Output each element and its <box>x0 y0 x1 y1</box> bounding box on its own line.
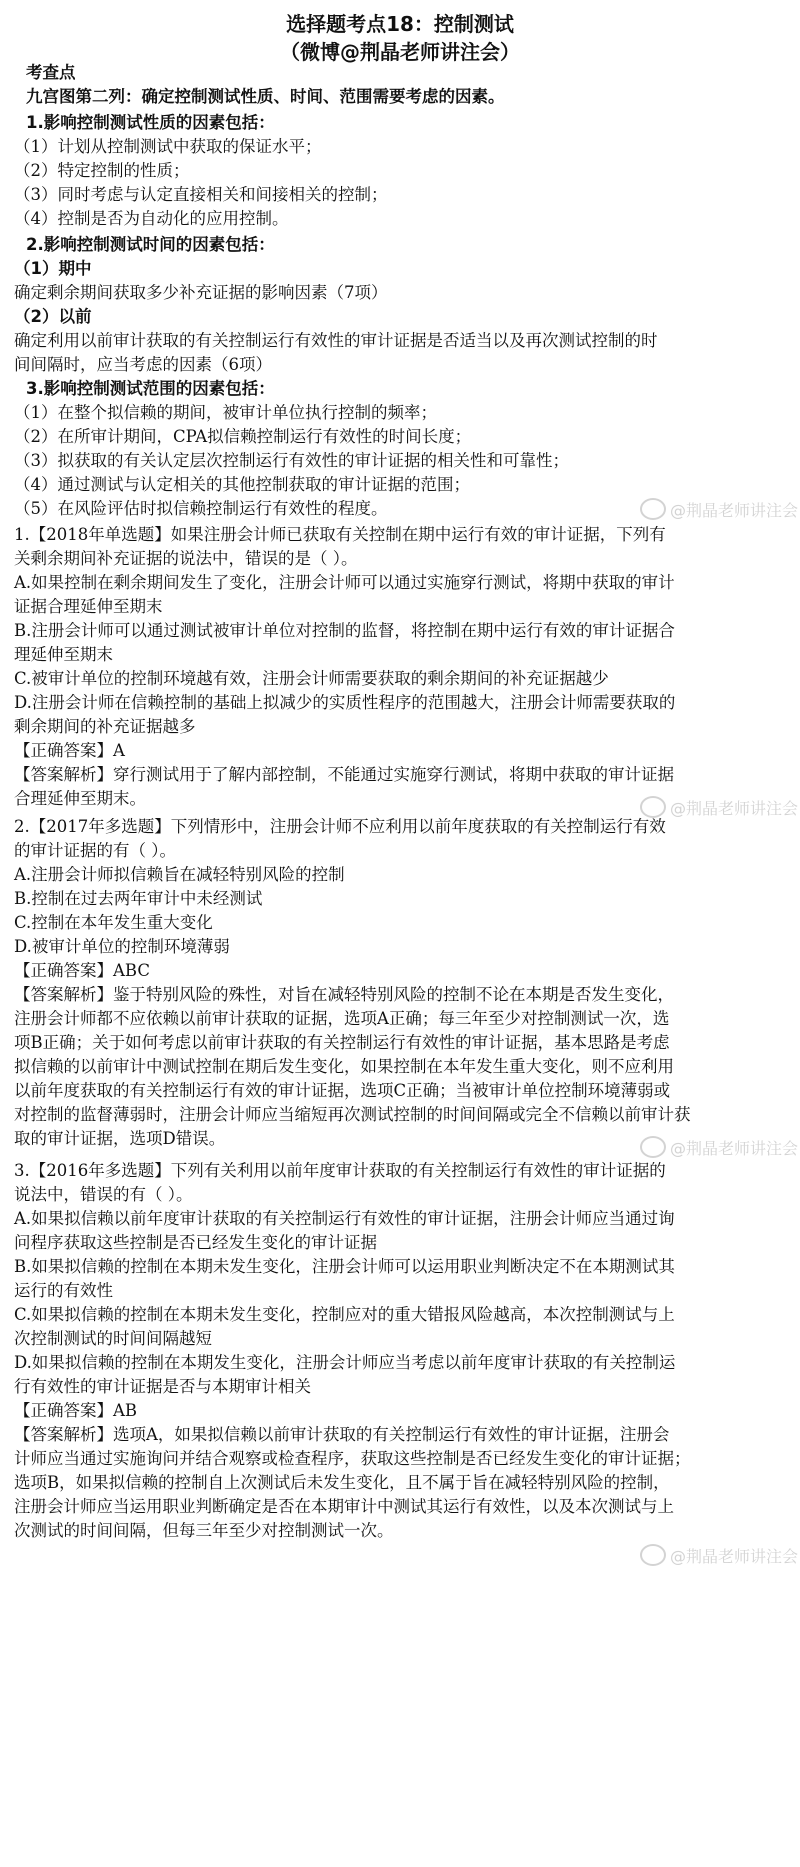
text-line: A.如果拟信赖以前年度审计获取的有关控制运行有效性的审计证据，注册会计师应当通过询 <box>14 1209 675 1228</box>
text-line: 2.【2017年多选题】下列情形中，注册会计师不应利用以前年度获取的有关控制运行有效 <box>14 817 666 836</box>
text-line: 计师应当通过实施询问并结合观察或检查程序，获取这些控制是否已经发生变化的审计证据； <box>14 1449 691 1468</box>
text-line: B.控制在过去两年审计中未经测试 <box>14 889 263 908</box>
text-line: 【答案解析】穿行测试用于了解内部控制，不能通过实施穿行测试，将期中获取的审计证据 <box>14 765 674 784</box>
text-line: 【答案解析】选项A，如果拟信赖以前审计获取的有关控制运行有效性的审计证据，注册会 <box>14 1425 670 1444</box>
text-line: 【正确答案】A <box>14 741 125 760</box>
text-line: 确定利用以前审计获取的有关控制运行有效性的审计证据是否适当以及再次测试控制的时 <box>14 331 658 350</box>
text-line: 行有效性的审计证据是否与本期审计相关 <box>14 1377 311 1396</box>
text-line: 1.影响控制测试性质的因素包括： <box>26 113 275 132</box>
text-line: （2）特定控制的性质； <box>14 161 190 180</box>
text-line: 合理延伸至期末。 <box>14 789 146 808</box>
watermark-text: @荆晶老师讲注会 <box>670 1547 799 1566</box>
text-line: 以前年度获取的有关控制运行有效的审计证据，选项C正确；当被审计单位控制环境薄弱或 <box>14 1081 671 1100</box>
text-line: （4）通过测试与认定相关的其他控制获取的审计证据的范围； <box>14 475 470 494</box>
watermark-text: @荆晶老师讲注会 <box>670 501 799 520</box>
text-line: 运行的有效性 <box>14 1281 113 1300</box>
text-line: 注册会计师都不应依赖以前审计获取的证据，选项A正确；每三年至少对控制测试一次，选 <box>14 1009 670 1028</box>
text-line: 理延伸至期末 <box>14 645 113 664</box>
watermark-text: @荆晶老师讲注会 <box>670 1139 799 1158</box>
weibo-icon <box>640 1544 666 1566</box>
weibo-watermark <box>640 1544 800 1567</box>
page-subtitle: （微博@荆晶老师讲注会） <box>280 40 520 64</box>
text-line: B.如果拟信赖的控制在本期未发生变化，注册会计师可以运用职业判断决定不在本期测试其 <box>14 1257 675 1276</box>
text-line: 3.【2016年多选题】下列有关利用以前年度审计获取的有关控制运行有效性的审计证据的 <box>14 1161 666 1180</box>
text-line: （3）拟获取的有关认定层次控制运行有效性的审计证据的相关性和可靠性； <box>14 451 569 470</box>
text-line: 关剩余期间补充证据的说法中，错误的是（ ）。 <box>14 549 358 568</box>
text-line: 间间隔时，应当考虑的因素（6项） <box>14 355 272 374</box>
text-line: B.注册会计师可以通过测试被审计单位对控制的监督，将控制在期中运行有效的审计证据合 <box>14 621 675 640</box>
text-line: 对控制的监督薄弱时，注册会计师应当缩短再次测试控制的时间间隔或完全不信赖以前审计获 <box>14 1105 691 1124</box>
weibo-icon <box>640 1136 666 1158</box>
text-line: （4）控制是否为自动化的应用控制。 <box>14 209 289 228</box>
text-line: 项B正确；关于如何考虑以前审计获取的有关控制运行有效性的审计证据，基本思路是考虑 <box>14 1033 670 1052</box>
text-line: D.被审计单位的控制环境薄弱 <box>14 937 230 956</box>
text-line: 3.影响控制测试范围的因素包括： <box>26 379 275 398</box>
text-line: 【答案解析】鉴于特别风险的殊性，对旨在减轻特别风险的控制不论在本期是否发生变化， <box>14 985 674 1004</box>
text-line: （2）以前 <box>14 307 92 326</box>
text-line: （1）在整个拟信赖的期间，被审计单位执行控制的频率； <box>14 403 437 422</box>
weibo-icon <box>640 796 666 818</box>
text-line: （1）计划从控制测试中获取的保证水平； <box>14 137 322 156</box>
text-line: 【正确答案】ABC <box>14 961 150 980</box>
text-line: 2.影响控制测试时间的因素包括： <box>26 235 275 254</box>
text-line: （2）在所审计期间，CPA拟信赖控制运行有效性的时间长度； <box>14 427 472 446</box>
text-line: C.控制在本年发生重大变化 <box>14 913 213 932</box>
text-line: 九宫图第二列：确定控制测试性质、时间、范围需要考虑的因素。 <box>26 87 505 106</box>
weibo-watermark <box>640 1136 800 1159</box>
text-line: 的审计证据的有（ ）。 <box>14 841 176 860</box>
text-line: 选项B，如果拟信赖的控制自上次测试后未发生变化，且不属于旨在减轻特别风险的控制， <box>14 1473 670 1492</box>
weibo-watermark <box>640 498 800 521</box>
text-line: 次测试的时间间隔，但每三年至少对控制测试一次。 <box>14 1521 394 1540</box>
text-line: 拟信赖的以前审计中测试控制在期后发生变化，如果控制在本年发生重大变化，则不应利用 <box>14 1057 674 1076</box>
text-line: A.如果控制在剩余期间发生了变化，注册会计师可以通过实施穿行测试，将期中获取的审计 <box>14 573 675 592</box>
text-line: 取的审计证据，选项D错误。 <box>14 1129 226 1148</box>
text-line: （3）同时考虑与认定直接相关和间接相关的控制； <box>14 185 388 204</box>
text-line: 考查点 <box>26 63 76 82</box>
text-line: C.如果拟信赖的控制在本期未发生变化，控制应对的重大错报风险越高，本次控制测试与上 <box>14 1305 675 1324</box>
text-line: （5）在风险评估时拟信赖控制运行有效性的程度。 <box>14 499 388 518</box>
text-line: 1.【2018年单选题】如果注册会计师已获取有关控制在期中运行有效的审计证据，下列有 <box>14 525 666 544</box>
text-line: 问程序获取这些控制是否已经发生变化的审计证据 <box>14 1233 377 1252</box>
watermark-text: @荆晶老师讲注会 <box>670 799 799 818</box>
text-line: （1）期中 <box>14 259 92 278</box>
text-line: 剩余期间的补充证据越多 <box>14 717 196 736</box>
text-line: A.注册会计师拟信赖旨在减轻特别风险的控制 <box>14 865 345 884</box>
text-line: 【正确答案】AB <box>14 1401 138 1420</box>
text-line: D.如果拟信赖的控制在本期发生变化，注册会计师应当考虑以前年度审计获取的有关控制运 <box>14 1353 676 1372</box>
text-line: 注册会计师应当运用职业判断确定是否在本期审计中测试其运行有效性，以及本次测试与上 <box>14 1497 674 1516</box>
text-line: D.注册会计师在信赖控制的基础上拟减少的实质性程序的范围越大，注册会计师需要获取的 <box>14 693 676 712</box>
text-line: 确定剩余期间获取多少补充证据的影响因素（7项） <box>14 283 388 302</box>
text-line: C.被审计单位的控制环境越有效，注册会计师需要获取的剩余期间的补充证据越少 <box>14 669 609 688</box>
page-title: 选择题考点18：控制测试 <box>286 12 514 36</box>
weibo-icon <box>640 498 666 520</box>
text-line: 证据合理延伸至期末 <box>14 597 163 616</box>
weibo-watermark <box>640 796 800 819</box>
text-line: 次控制测试的时间间隔越短 <box>14 1329 212 1348</box>
text-line: 说法中，错误的有（ ）。 <box>14 1185 193 1204</box>
